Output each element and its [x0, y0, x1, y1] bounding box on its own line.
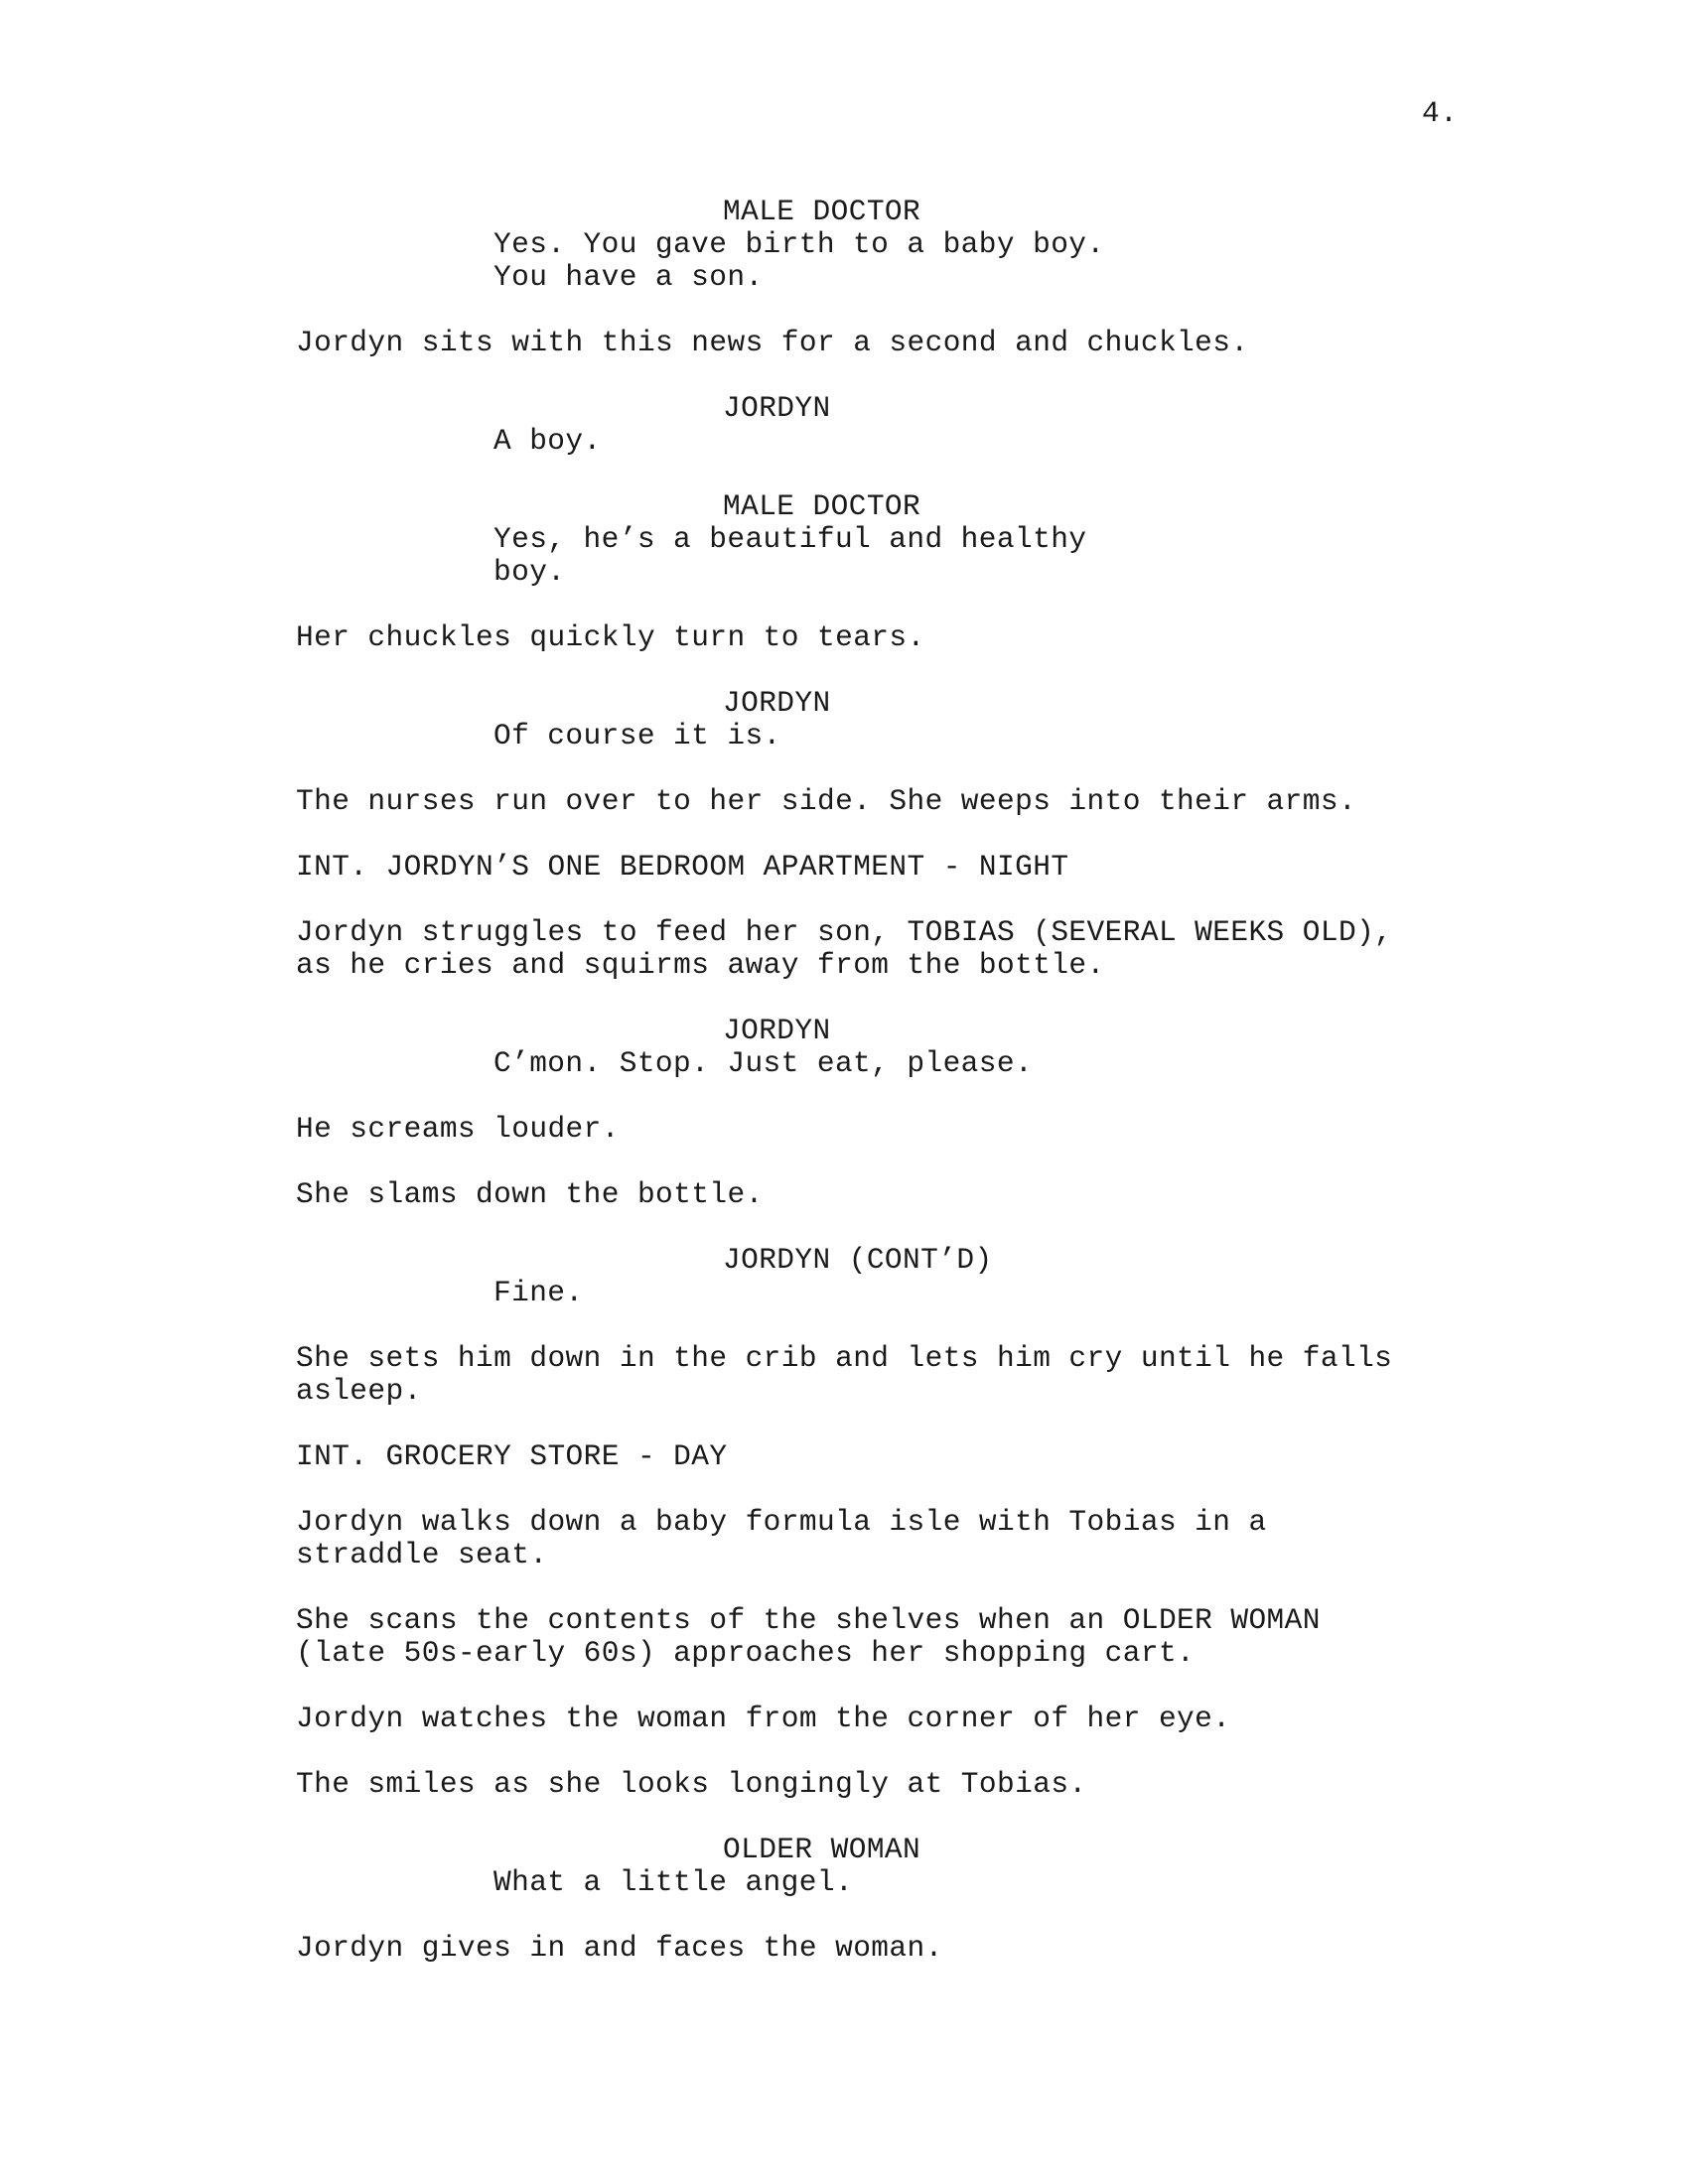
- character-name: MALE DOCTOR: [723, 489, 921, 523]
- action-line: She sets him down in the crib and lets him cry until he falls: [296, 1341, 1393, 1375]
- action-line: Her chuckles quickly turn to tears.: [296, 620, 925, 654]
- scene-heading: INT. GROCERY STORE - DAY: [296, 1439, 728, 1473]
- character-name: JORDYN: [723, 1014, 831, 1047]
- action-line: (late 50s-early 60s) approaches her shopping cart.: [296, 1636, 1196, 1670]
- action-line: Jordyn struggles to feed her son, TOBIAS (SEVERAL WEEKS OLD),: [296, 915, 1393, 949]
- character-name: JORDYN: [723, 391, 831, 425]
- page-number: 4.: [1422, 96, 1459, 130]
- dialogue-line: Of course it is.: [493, 719, 781, 752]
- dialogue-line: Yes. You gave birth to a baby boy.: [493, 227, 1105, 261]
- action-line: as he cries and squirms away from the bottle.: [296, 948, 1105, 982]
- action-line: asleep.: [296, 1374, 422, 1408]
- action-line: The smiles as she looks longingly at Tobias.: [296, 1767, 1087, 1801]
- action-line: straddle seat.: [296, 1538, 548, 1571]
- action-line: He screams louder.: [296, 1112, 620, 1146]
- dialogue-line: Fine.: [493, 1276, 584, 1309]
- character-name: JORDYN (CONT’D): [723, 1243, 993, 1277]
- dialogue-line: A boy.: [493, 424, 602, 458]
- action-line: Jordyn gives in and faces the woman.: [296, 1931, 943, 1965]
- character-name: MALE DOCTOR: [723, 195, 921, 228]
- action-line: Jordyn sits with this news for a second and chuckles.: [296, 326, 1249, 359]
- dialogue-line: C’mon. Stop. Just eat, please.: [493, 1046, 1034, 1080]
- scene-heading: INT. JORDYN’S ONE BEDROOM APARTMENT - NIGHT: [296, 850, 1069, 884]
- character-name: JORDYN: [723, 686, 831, 720]
- dialogue-line: Yes, he’s a beautiful and healthy: [493, 522, 1087, 556]
- dialogue-line: What a little angel.: [493, 1865, 854, 1899]
- action-line: The nurses run over to her side. She weeps into their arms.: [296, 784, 1357, 818]
- character-name: OLDER WOMAN: [723, 1833, 921, 1866]
- action-line: Jordyn watches the woman from the corner of her eye.: [296, 1702, 1231, 1735]
- dialogue-line: You have a son.: [493, 260, 764, 294]
- action-line: She slams down the bottle.: [296, 1177, 764, 1211]
- action-line: She scans the contents of the shelves when an OLDER WOMAN: [296, 1603, 1321, 1637]
- action-line: Jordyn walks down a baby formula isle with Tobias in a: [296, 1505, 1267, 1539]
- dialogue-line: boy.: [493, 555, 566, 589]
